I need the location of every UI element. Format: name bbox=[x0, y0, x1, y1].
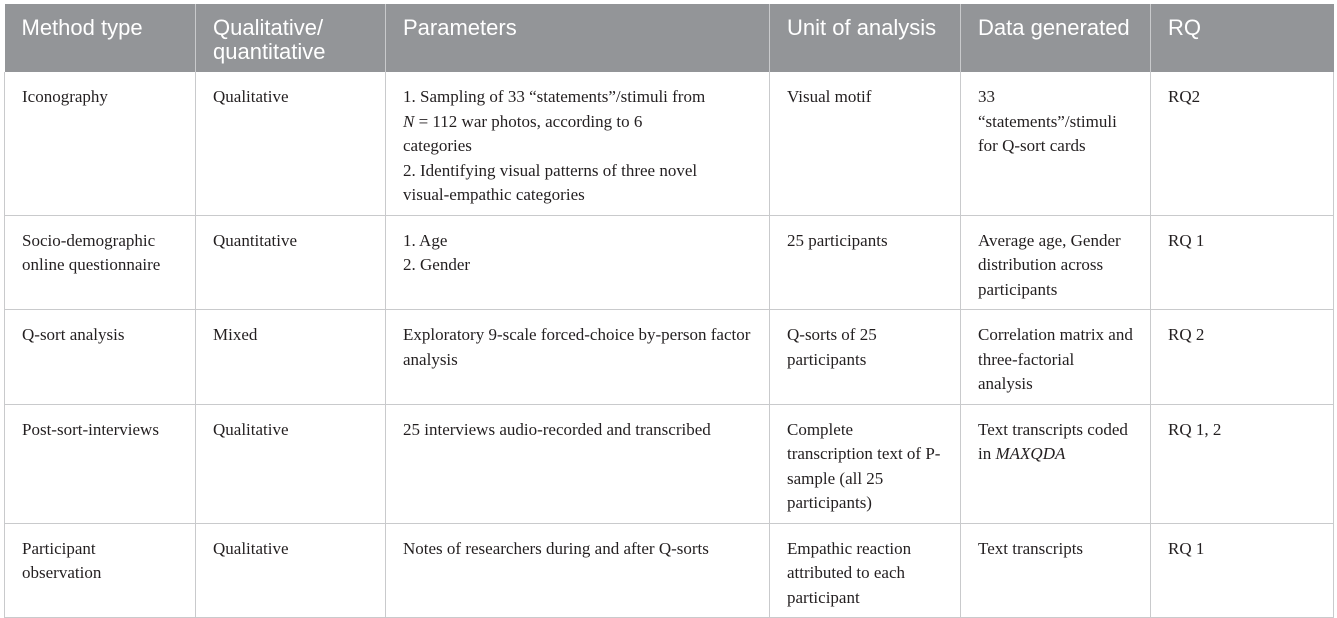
cell-qual-quant: Quantitative bbox=[196, 215, 386, 310]
parameter-line: 2. Identifying visual patterns of three novel bbox=[403, 160, 698, 180]
cell-rq: RQ 1 bbox=[1151, 523, 1334, 618]
parameter-line: 1. Sampling of 33 “statements”/stimuli from bbox=[403, 87, 706, 106]
parameter-line: visual-empathic categories bbox=[403, 185, 585, 204]
cell-unit: Q-sorts of 25 participants bbox=[770, 310, 961, 405]
cell-rq: RQ2 bbox=[1151, 72, 1334, 215]
cell-rq: RQ 1 bbox=[1151, 215, 1334, 310]
parameter-line: categories bbox=[403, 136, 472, 155]
cell-method: Q-sort analysis bbox=[5, 310, 196, 405]
methods-table bbox=[4, 4, 1334, 618]
table-row bbox=[5, 523, 1334, 618]
cell-data-generated: Text transcripts bbox=[961, 523, 1151, 618]
cell-qual-quant: Qualitative bbox=[196, 523, 386, 618]
header-qualitative-quantitative: Qualitative/ quantitative bbox=[196, 4, 386, 72]
parameter-line: Exploratory 9-scale forced-choice by-person factor analysis bbox=[403, 325, 751, 369]
header-rq: RQ bbox=[1151, 4, 1334, 72]
data-generated-text: Text transcripts coded in bbox=[978, 419, 1128, 463]
methods-table-container bbox=[4, 4, 1333, 618]
cell-parameters bbox=[386, 215, 770, 310]
cell-data-generated: Average age, Gender distribution across participants bbox=[961, 215, 1151, 310]
cell-unit: Empathic reaction attributed to each participant bbox=[770, 523, 961, 618]
cell-unit: Complete transcription text of P-sample (all 25 participants) bbox=[770, 404, 961, 523]
cell-data-generated: 33 “statements”/stimuli for Q-sort cards bbox=[961, 72, 1151, 215]
cell-unit: Visual motif bbox=[770, 72, 961, 215]
table-row bbox=[5, 215, 1334, 310]
cell-method: Participant observation bbox=[5, 523, 196, 618]
table-row bbox=[5, 72, 1334, 215]
header-parameters: Parameters bbox=[386, 4, 770, 72]
cell-data-generated bbox=[961, 404, 1151, 523]
parameter-line: 1. Age bbox=[403, 230, 448, 250]
header-data-generated: Data generated bbox=[961, 4, 1151, 72]
cell-parameters bbox=[386, 310, 770, 405]
parameter-line: 25 interviews audio-recorded and transcribed bbox=[403, 419, 711, 439]
cell-method: Post-sort-interviews bbox=[5, 404, 196, 523]
parameter-line: 2. Gender bbox=[403, 255, 471, 274]
cell-qual-quant: Mixed bbox=[196, 310, 386, 405]
cell-rq: RQ 2 bbox=[1151, 310, 1334, 405]
table-row bbox=[5, 310, 1334, 405]
variable-n: N bbox=[403, 111, 415, 131]
cell-qual-quant: Qualitative bbox=[196, 404, 386, 523]
cell-parameters bbox=[386, 72, 770, 215]
cell-parameters bbox=[386, 523, 770, 618]
parameter-line: N = 112 war photos, according to 6 bbox=[403, 111, 643, 131]
cell-qual-quant: Qualitative bbox=[196, 72, 386, 215]
cell-unit: 25 participants bbox=[770, 215, 961, 310]
cell-data-generated: Correlation matrix and three-factorial analysis bbox=[961, 310, 1151, 405]
software-name: MAXQDA bbox=[995, 444, 1066, 463]
header-method-type: Method type bbox=[5, 4, 196, 72]
table-header-row bbox=[5, 4, 1334, 72]
cell-method: Socio-demographic online questionnaire bbox=[5, 215, 196, 310]
parameter-line: Notes of researchers during and after Q-sorts bbox=[403, 538, 709, 558]
cell-method: Iconography bbox=[5, 72, 196, 215]
table-row bbox=[5, 404, 1334, 523]
cell-rq: RQ 1, 2 bbox=[1151, 404, 1334, 523]
header-unit-of-analysis: Unit of analysis bbox=[770, 4, 961, 72]
cell-parameters bbox=[386, 404, 770, 523]
